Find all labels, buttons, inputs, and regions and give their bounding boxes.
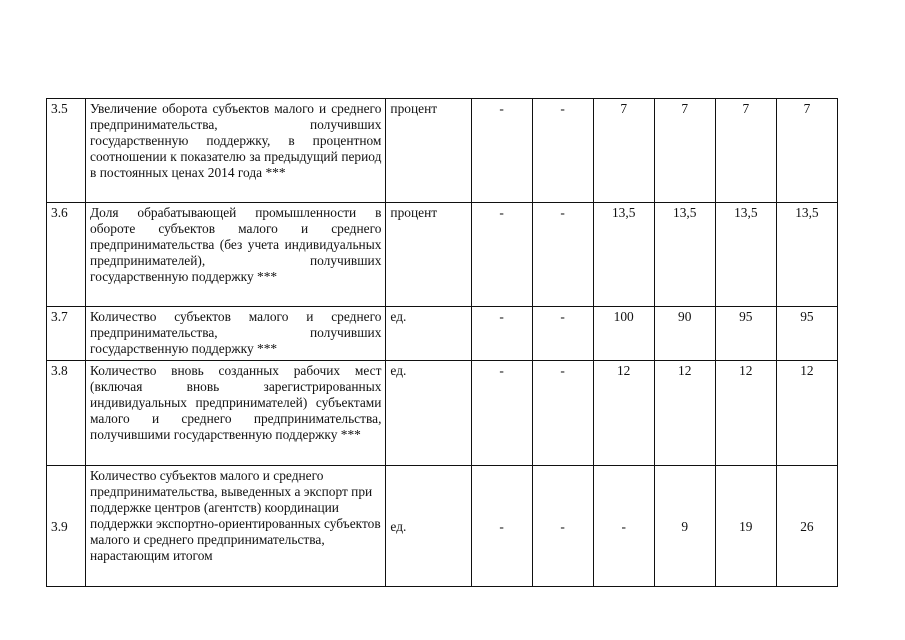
indicator-name: Количество субъектов малого и среднего предпринимательства, выведенных а экспорт при поддержке центров (агентств) координации поддержки экспортно-ориентированных субъектов малого и среднего предпринимательства, нарастающим итогом (86, 466, 386, 587)
unit-cell: процент (386, 99, 471, 203)
value-cell: 7 (654, 99, 715, 203)
value-cell: 13,5 (715, 203, 776, 307)
value-cell: - (593, 466, 654, 587)
table-row (47, 361, 838, 466)
value-cell: 7 (715, 99, 776, 203)
value-cell: - (471, 361, 532, 466)
table-row (47, 203, 838, 307)
row-number: 3.7 (47, 307, 86, 361)
value-cell: - (471, 466, 532, 587)
value-cell: 19 (715, 466, 776, 587)
value-cell: 95 (715, 307, 776, 361)
indicator-name: Доля обрабатывающей промышленности в обороте субъектов малого и среднего предпринимательства (без учета индивидуальных предпринимателей), получивших государственную поддержку *** (86, 203, 386, 307)
table-row (47, 99, 838, 203)
value-cell: - (471, 99, 532, 203)
value-cell: - (532, 99, 593, 203)
value-cell: 100 (593, 307, 654, 361)
value-cell: 9 (654, 466, 715, 587)
value-cell: 12 (776, 361, 837, 466)
value-cell: 13,5 (654, 203, 715, 307)
value-cell: - (532, 466, 593, 587)
unit-cell: ед. (386, 466, 471, 587)
value-cell: 90 (654, 307, 715, 361)
indicators-table (46, 98, 838, 587)
value-cell: 12 (654, 361, 715, 466)
indicator-name: Количество вновь созданных рабочих мест (включая вновь зарегистрированных индивидуальных предпринимателей) субъектами малого и среднего предпринимательства, получившими государственную поддержку *** (86, 361, 386, 466)
row-number: 3.8 (47, 361, 86, 466)
indicator-name: Увеличение оборота субъектов малого и среднего предпринимательства, получивших государственную поддержку, в процентном соотношении к показателю за предыдущий период в постоянных ценах 2014 года *** (86, 99, 386, 203)
value-cell: 7 (593, 99, 654, 203)
unit-cell: ед. (386, 361, 471, 466)
value-cell: - (532, 203, 593, 307)
value-cell: 12 (715, 361, 776, 466)
row-number: 3.5 (47, 99, 86, 203)
unit-cell: ед. (386, 307, 471, 361)
unit-cell: процент (386, 203, 471, 307)
row-number: 3.6 (47, 203, 86, 307)
value-cell: 7 (776, 99, 837, 203)
value-cell: 13,5 (776, 203, 837, 307)
value-cell: 26 (776, 466, 837, 587)
value-cell: - (471, 203, 532, 307)
table-row (47, 307, 838, 361)
value-cell: 12 (593, 361, 654, 466)
value-cell: - (532, 307, 593, 361)
document-page (46, 98, 838, 587)
value-cell: - (471, 307, 532, 361)
value-cell: 13,5 (593, 203, 654, 307)
indicator-name: Количество субъектов малого и среднего предпринимательства, получивших государственную поддержку *** (86, 307, 386, 361)
value-cell: 95 (776, 307, 837, 361)
table-row (47, 466, 838, 587)
value-cell: - (532, 361, 593, 466)
row-number: 3.9 (47, 466, 86, 587)
